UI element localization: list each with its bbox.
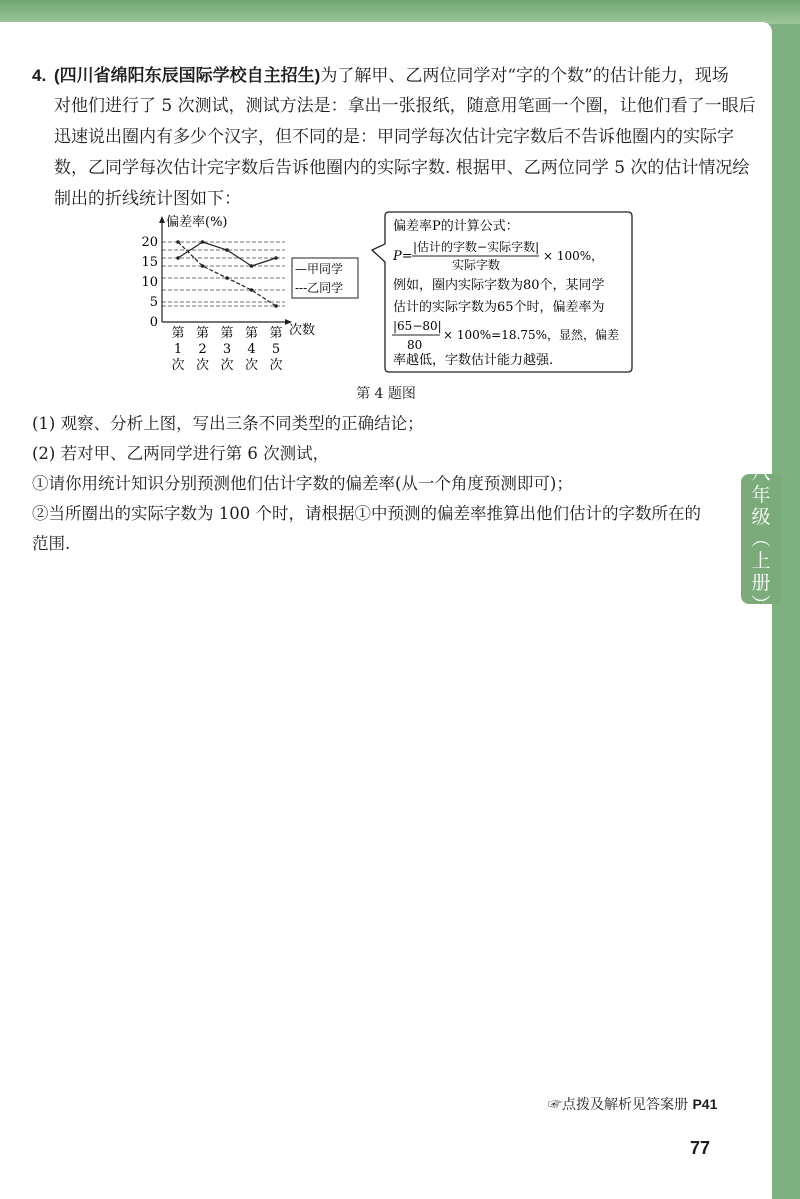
data-point (225, 248, 229, 252)
x-tick-label: 次 (195, 358, 210, 373)
x-tick-label: 5 (271, 342, 281, 357)
y-tick-label: 10 (141, 275, 158, 290)
x-tick-label: 2 (198, 342, 207, 357)
data-point (274, 256, 278, 260)
tab-char: 年 (751, 484, 771, 506)
x-axis-label: 次数 (289, 323, 316, 338)
subquestion-2: (2) 若对甲、乙两同学进行第 6 次测试， (32, 444, 330, 463)
question-line-3: 迅速说出圈内有多少个汉字，但不同的是：甲同学每次估计完字数后不告诉他圈内的实际字 (54, 127, 734, 147)
question-line-5: 制出的折线统计图如下： (54, 189, 241, 209)
tab-char: 八 (751, 462, 771, 484)
legend-item-yi: ---乙同学 (295, 281, 344, 295)
x-tick-label: 4 (247, 342, 256, 357)
x-tick-label: 第 (244, 326, 259, 341)
series-line-jia (178, 242, 276, 266)
data-point (250, 288, 254, 292)
formula-numerator: |估计的字数−实际字数| (413, 240, 540, 254)
tab-char: ︶ (751, 594, 771, 616)
formula-conclusion: 率越低，字数估计能力越强. (393, 353, 554, 368)
answer-page-ref: P41 (692, 1096, 718, 1112)
y-tick-label: 20 (141, 235, 158, 250)
answer-reference (548, 1094, 717, 1114)
formula-p: P= (393, 249, 413, 264)
example-result: × 100%=18.75%，显然，偏差 (443, 328, 619, 342)
grade-tab (741, 462, 781, 616)
data-point (274, 304, 278, 308)
question-line-2: 对他们进行了 5 次测试，测试方法是：拿出一张报纸，随意用笔画一个圈，让他们看了一眼后 (54, 96, 756, 116)
figure (140, 210, 640, 390)
formula-example-2: 估计的实际字数为65个时，偏差率为 (393, 300, 605, 315)
y-tick-label: 5 (149, 295, 158, 310)
tab-char: 级 (751, 506, 771, 528)
answer-note: ☞点拨及解析见答案册 (548, 1097, 693, 1113)
formula-times: × 100%， (543, 249, 604, 263)
x-tick-label: 1 (173, 342, 183, 357)
x-tick-label: 第 (269, 326, 283, 341)
page-number: 77 (690, 1138, 711, 1158)
formula-example: 例如，圈内实际字数为80个，某同学 (393, 278, 605, 293)
data-point (250, 264, 254, 268)
tab-char: ︵ (751, 528, 771, 550)
data-point (201, 264, 205, 268)
subquestion-2-1: ①请你用统计知识分别预测他们估计字数的偏差率(从一个角度预测即可)； (32, 474, 573, 493)
tab-char: 册 (751, 572, 771, 594)
example-numerator: |65−80| (393, 319, 442, 333)
x-tick-label: 次 (269, 358, 283, 373)
x-tick-label: 次 (244, 358, 259, 373)
formula-title: 偏差率P的计算公式： (393, 219, 519, 234)
subquestion-1: (1) 观察、分析上图，写出三条不同类型的正确结论； (32, 414, 424, 433)
data-point (201, 240, 205, 244)
data-point (176, 256, 180, 260)
figure-caption: 第 4 题图 (356, 386, 416, 402)
subquestion-2-2: ②当所圈出的实际字数为 100 个时，请根据①中预测的偏差率推算出他们估计的字数所在的 (32, 504, 701, 523)
example-denominator: 80 (407, 338, 423, 352)
y-tick-label: 15 (141, 255, 158, 270)
y-axis-arrow (159, 216, 165, 223)
x-tick-label: 第 (195, 326, 210, 341)
x-tick-label: 次 (171, 358, 185, 373)
x-tick-label: 次 (220, 358, 234, 373)
top-border (0, 0, 800, 24)
line-chart (140, 210, 640, 390)
subquestion-2-2-cont: 范围. (32, 534, 71, 553)
y-tick-label: 0 (149, 315, 158, 330)
question-text: 为了解甲、乙两位同学对“字的个数”的估计能力，现场 (320, 66, 729, 86)
formula-callout (372, 212, 632, 372)
y-axis-label: 偏差率(%) (166, 215, 228, 230)
formula-denominator: 实际字数 (452, 258, 501, 272)
x-tick-label: 第 (220, 326, 234, 341)
legend-item-jia: —甲同学 (295, 262, 344, 276)
question-line-4: 数，乙同学每次估计完字数后告诉他圈内的实际字数. 根据甲、乙两位同学 5 次的估计情况绘 (54, 158, 750, 178)
question-line-1 (54, 60, 729, 92)
data-point (176, 240, 180, 244)
x-tick-label: 第 (171, 326, 185, 341)
question-source: (四川省绵阳东辰国际学校自主招生) (54, 66, 321, 85)
tab-char: 上 (751, 550, 771, 572)
data-point (225, 276, 229, 280)
question-number: 4. (32, 66, 47, 85)
x-tick-label: 3 (222, 342, 232, 357)
